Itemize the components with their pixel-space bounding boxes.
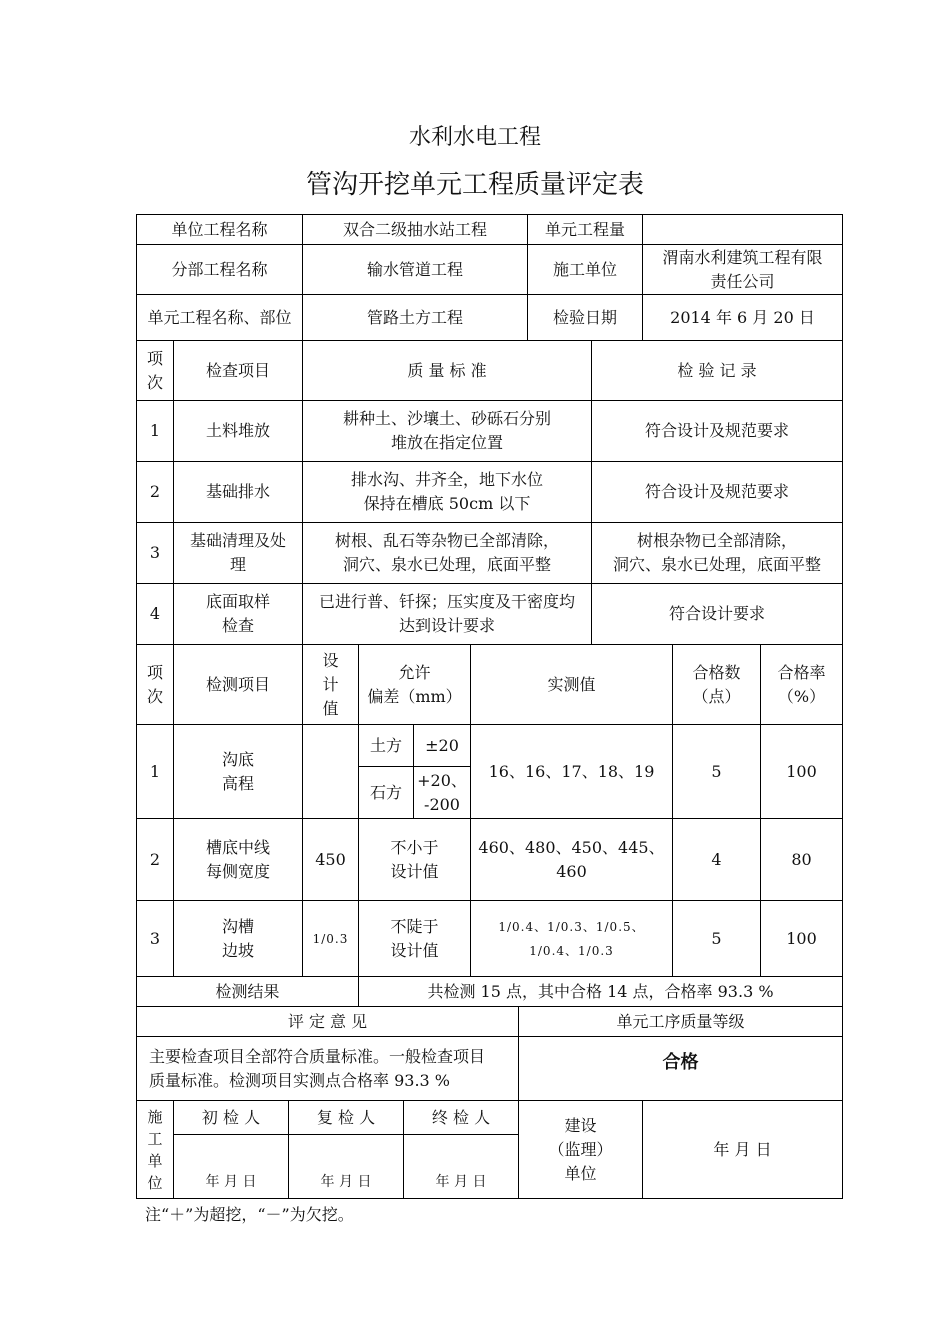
owner-label: 建设 （监理） 单位 xyxy=(519,1101,643,1199)
inspection-row-standard: 树根、乱石等杂物已全部清除， 洞穴、泉水已处理，底面平整 xyxy=(303,523,592,584)
tolerance-sub-label: 石方 xyxy=(359,767,414,819)
measurement-row-design xyxy=(303,725,359,819)
grade-label: 单元工序质量等级 xyxy=(519,1007,843,1037)
inspection-row-record: 符合设计及规范要求 xyxy=(592,462,843,523)
measurement-row-item: 沟底 高程 xyxy=(174,725,303,819)
inspection-row-standard: 排水沟、井齐全，地下水位 保持在槽底 50cm 以下 xyxy=(303,462,592,523)
measurement-row-pass-count: 5 xyxy=(673,725,761,819)
measurement-row-design: 450 xyxy=(303,819,359,901)
inspect-date-value: 2014 年 6 月 20 日 xyxy=(643,295,843,341)
inspection-row-item: 基础清理及处 理 xyxy=(174,523,303,584)
measurement-row-pass-rate: 80 xyxy=(761,819,843,901)
inspection-row-item: 基础排水 xyxy=(174,462,303,523)
first-inspector-label: 初 检 人 xyxy=(174,1101,289,1135)
measurement-col-tolerance: 允许 偏差（mm） xyxy=(359,645,471,725)
measurement-row-design: 1/0.3 xyxy=(303,901,359,977)
measurement-row-measured: 16、16、17、18、19 xyxy=(471,725,673,819)
inspection-row-no: 4 xyxy=(137,584,174,645)
tolerance-sub-label: 土方 xyxy=(359,725,414,767)
measurement-col-design: 设 计 值 xyxy=(303,645,359,725)
measurement-row-no: 1 xyxy=(137,725,174,819)
second-inspector-label: 复 检 人 xyxy=(289,1101,404,1135)
unit-name-value: 管路土方工程 xyxy=(303,295,528,341)
measurement-row-pass-rate: 100 xyxy=(761,901,843,977)
measurement-row-tolerance: 不陡于 设计值 xyxy=(359,901,471,977)
inspection-row-no: 2 xyxy=(137,462,174,523)
inspection-row-standard: 已进行普、钎探；压实度及干密度均 达到设计要求 xyxy=(303,584,592,645)
measurement-row-measured: 1/0.4、1/0.3、1/0.5、 1/0.4、1/0.3 xyxy=(471,901,673,977)
measurement-row-pass-rate: 100 xyxy=(761,725,843,819)
inspection-col-record: 检 验 记 录 xyxy=(592,341,843,401)
sub-project-label: 分部工程名称 xyxy=(137,245,303,295)
measurement-row-pass-count: 5 xyxy=(673,901,761,977)
sub-project-value: 输水管道工程 xyxy=(303,245,528,295)
final-inspector-label: 终 检 人 xyxy=(404,1101,519,1135)
result-label: 检测结果 xyxy=(137,977,359,1007)
construction-unit-sign: 施 工 单 位 xyxy=(137,1101,174,1199)
evaluation-table xyxy=(136,1006,843,1199)
measurement-col-pass-rate: 合格率 （%） xyxy=(761,645,843,725)
inspection-row-no: 3 xyxy=(137,523,174,584)
inspection-row-item: 土料堆放 xyxy=(174,401,303,462)
header-table xyxy=(136,214,843,341)
unit-quantity-label: 单元工程量 xyxy=(528,215,643,245)
result-text: 共检测 15 点，其中合格 14 点，合格率 93.3 % xyxy=(359,977,843,1007)
second-inspector-date: 年 月 日 xyxy=(289,1135,404,1199)
inspection-row-record: 符合设计要求 xyxy=(592,584,843,645)
first-inspector-date: 年 月 日 xyxy=(174,1135,289,1199)
unit-quantity-value xyxy=(643,215,843,245)
construction-unit-value: 渭南水利建筑工程有限 责任公司 xyxy=(643,245,843,295)
inspection-row-record: 树根杂物已全部清除， 洞穴、泉水已处理，底面平整 xyxy=(592,523,843,584)
measurement-row-no: 2 xyxy=(137,819,174,901)
document-subtitle: 管沟开挖单元工程质量评定表 xyxy=(305,170,644,200)
inspect-date-label: 检验日期 xyxy=(528,295,643,341)
tolerance-sub-value: +20、 -200 xyxy=(414,767,471,819)
unit-project-value: 双合二级抽水站工程 xyxy=(303,215,528,245)
tolerance-sub-value: ±20 xyxy=(414,725,471,767)
unit-name-label: 单元工程名称、部位 xyxy=(137,295,303,341)
measurement-col-item: 检测项目 xyxy=(174,645,303,725)
inspection-row-record: 符合设计及规范要求 xyxy=(592,401,843,462)
grade-value: 合格 xyxy=(519,1037,843,1101)
inspection-row-no: 1 xyxy=(137,401,174,462)
inspection-row-item: 底面取样 检查 xyxy=(174,584,303,645)
measurement-row-item: 沟槽 边坡 xyxy=(174,901,303,977)
inspection-col-no: 项 次 xyxy=(137,341,174,401)
measurement-row-item: 槽底中线 每侧宽度 xyxy=(174,819,303,901)
measurement-row-pass-count: 4 xyxy=(673,819,761,901)
inspection-col-standard: 质 量 标 准 xyxy=(303,341,592,401)
opinion-text: 主要检查项目全部符合质量标准。一般检查项目 质量标准。检测项目实测点合格率 93.3 % xyxy=(137,1037,519,1101)
measurement-table xyxy=(136,644,843,1007)
inspection-row-standard: 耕种土、沙壤土、砂砾石分别 堆放在指定位置 xyxy=(303,401,592,462)
footnote: 注“＋”为超挖，“－”为欠挖。 xyxy=(145,1205,354,1224)
measurement-row-no: 3 xyxy=(137,901,174,977)
unit-project-label: 单位工程名称 xyxy=(137,215,303,245)
construction-unit-label: 施工单位 xyxy=(528,245,643,295)
owner-date: 年 月 日 xyxy=(643,1101,843,1199)
measurement-col-pass-count: 合格数 （点） xyxy=(673,645,761,725)
final-inspector-date: 年 月 日 xyxy=(404,1135,519,1199)
measurement-row-tolerance: 不小于 设计值 xyxy=(359,819,471,901)
inspection-col-item: 检查项目 xyxy=(174,341,303,401)
opinion-label: 评 定 意 见 xyxy=(137,1007,519,1037)
measurement-col-measured: 实测值 xyxy=(471,645,673,725)
inspection-table xyxy=(136,340,843,645)
document-title: 水利水电工程 xyxy=(408,125,541,150)
measurement-col-no: 项 次 xyxy=(137,645,174,725)
measurement-row-measured: 460、480、450、445、460 xyxy=(471,819,673,901)
